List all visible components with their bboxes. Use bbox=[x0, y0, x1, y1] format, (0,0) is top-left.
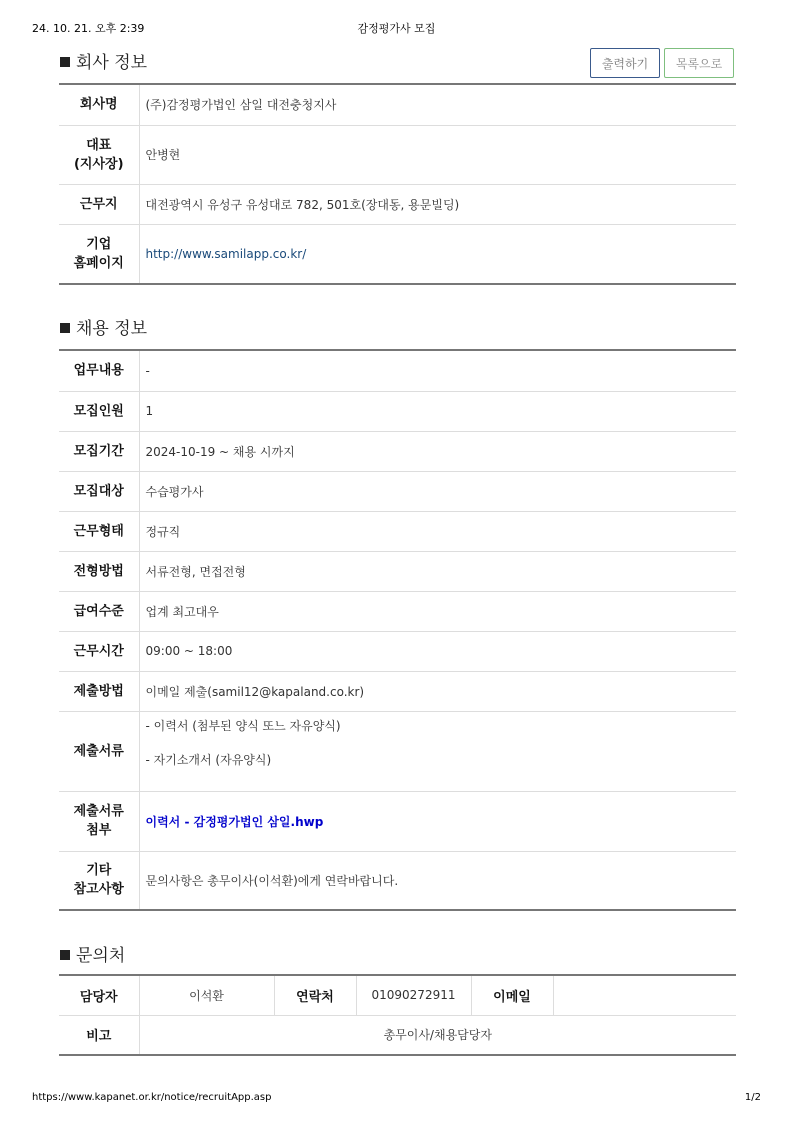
manager-label: 담당자 bbox=[59, 975, 139, 1015]
row-label: 모집인원 bbox=[59, 391, 139, 431]
table-row bbox=[59, 791, 736, 851]
table-row bbox=[59, 184, 736, 224]
row-label: 모집기간 bbox=[59, 431, 139, 471]
email-value bbox=[553, 975, 736, 1015]
table-row bbox=[59, 511, 736, 551]
document-item: - 이력서 (첨부된 양식 또느 자유양식) bbox=[145, 718, 341, 733]
table-row bbox=[59, 851, 736, 910]
table-row bbox=[59, 224, 736, 284]
recruit-section-title: 채용 정보 bbox=[60, 314, 147, 339]
print-footer bbox=[32, 1092, 761, 1106]
back-to-list-button[interactable]: 목록으로 bbox=[664, 48, 734, 78]
table-row bbox=[59, 84, 736, 125]
table-row bbox=[59, 125, 736, 184]
row-value: 수습평가사 bbox=[139, 471, 736, 511]
document-item: - 자기소개서 (자유양식) bbox=[145, 752, 272, 767]
row-label: 근무형태 bbox=[59, 511, 139, 551]
table-row bbox=[59, 671, 736, 711]
page-number: 1/2 bbox=[744, 1092, 761, 1103]
row-label: 제출서류 첨부 bbox=[59, 791, 139, 851]
row-label: 회사명 bbox=[59, 84, 139, 125]
row-label: 급여수준 bbox=[59, 591, 139, 631]
note-label: 비고 bbox=[59, 1015, 139, 1055]
row-value: 09:00 ~ 18:00 bbox=[139, 631, 736, 671]
row-label: 근무지 bbox=[59, 184, 139, 224]
action-buttons bbox=[590, 48, 734, 78]
print-button[interactable]: 출력하기 bbox=[590, 48, 660, 78]
row-label: 전형방법 bbox=[59, 551, 139, 591]
contact-section-title: 문의처 bbox=[60, 941, 125, 966]
table-row bbox=[59, 1015, 736, 1055]
row-label: 모집대상 bbox=[59, 471, 139, 511]
row-label: 기업 홈페이지 bbox=[59, 224, 139, 284]
row-value: 1 bbox=[139, 391, 736, 431]
table-row bbox=[59, 431, 736, 471]
row-label: 업무내용 bbox=[59, 350, 139, 391]
print-date: 24. 10. 21. 오후 2:39 bbox=[32, 22, 145, 35]
table-row bbox=[59, 391, 736, 431]
attachment-link[interactable]: 이력서 - 감정평가법인 삼일.hwp bbox=[145, 814, 324, 829]
document-title: 감정평가사 모집 bbox=[357, 22, 436, 35]
work-address: 대전광역시 유성구 유성대로 782, 501호(장대동, 용문빌딩) bbox=[139, 184, 736, 224]
row-label: 기타 참고사항 bbox=[59, 851, 139, 910]
submission-method: 이메일 제출(samil12@kapaland.co.kr) bbox=[139, 671, 736, 711]
row-label: 대표 (지사장) bbox=[59, 125, 139, 184]
company-name: (주)감정평가법인 삼일 대전충청지사 bbox=[139, 84, 736, 125]
page-url: https://www.kapanet.or.kr/notice/recruitApp.asp bbox=[32, 1092, 272, 1103]
required-documents bbox=[139, 711, 736, 791]
table-row bbox=[59, 631, 736, 671]
row-value: - bbox=[139, 350, 736, 391]
square-bullet-icon bbox=[60, 323, 70, 333]
row-value: 정규직 bbox=[139, 511, 736, 551]
table-row bbox=[59, 350, 736, 391]
homepage-link[interactable]: http://www.samilapp.co.kr/ bbox=[145, 246, 307, 261]
table-row bbox=[59, 975, 736, 1015]
square-bullet-icon bbox=[60, 57, 70, 67]
manager-name: 이석환 bbox=[139, 975, 274, 1015]
print-header bbox=[32, 20, 761, 36]
table-row bbox=[59, 551, 736, 591]
ceo-name: 안병현 bbox=[139, 125, 736, 184]
company-section-title: 회사 정보 bbox=[60, 48, 147, 73]
square-bullet-icon bbox=[60, 950, 70, 960]
row-label: 제출서류 bbox=[59, 711, 139, 791]
company-info-table bbox=[59, 83, 736, 285]
row-value: 문의사항은 총무이사(이석환)에게 연락바랍니다. bbox=[145, 873, 399, 888]
table-row bbox=[59, 591, 736, 631]
note-value: 총무이사/채용담당자 bbox=[383, 1028, 492, 1043]
table-row bbox=[59, 471, 736, 511]
table-row bbox=[59, 711, 736, 791]
row-label: 제출방법 bbox=[59, 671, 139, 711]
recruit-info-table bbox=[59, 349, 736, 911]
row-label: 근무시간 bbox=[59, 631, 139, 671]
email-label: 이메일 bbox=[471, 975, 553, 1015]
phone-label: 연락처 bbox=[274, 975, 356, 1015]
row-value: 업계 최고대우 bbox=[139, 591, 736, 631]
phone-number: 01090272911 bbox=[356, 975, 471, 1015]
row-value: 2024-10-19 ~ 채용 시까지 bbox=[139, 431, 736, 471]
contact-table bbox=[59, 974, 736, 1056]
row-value: 서류전형, 면접전형 bbox=[139, 551, 736, 591]
